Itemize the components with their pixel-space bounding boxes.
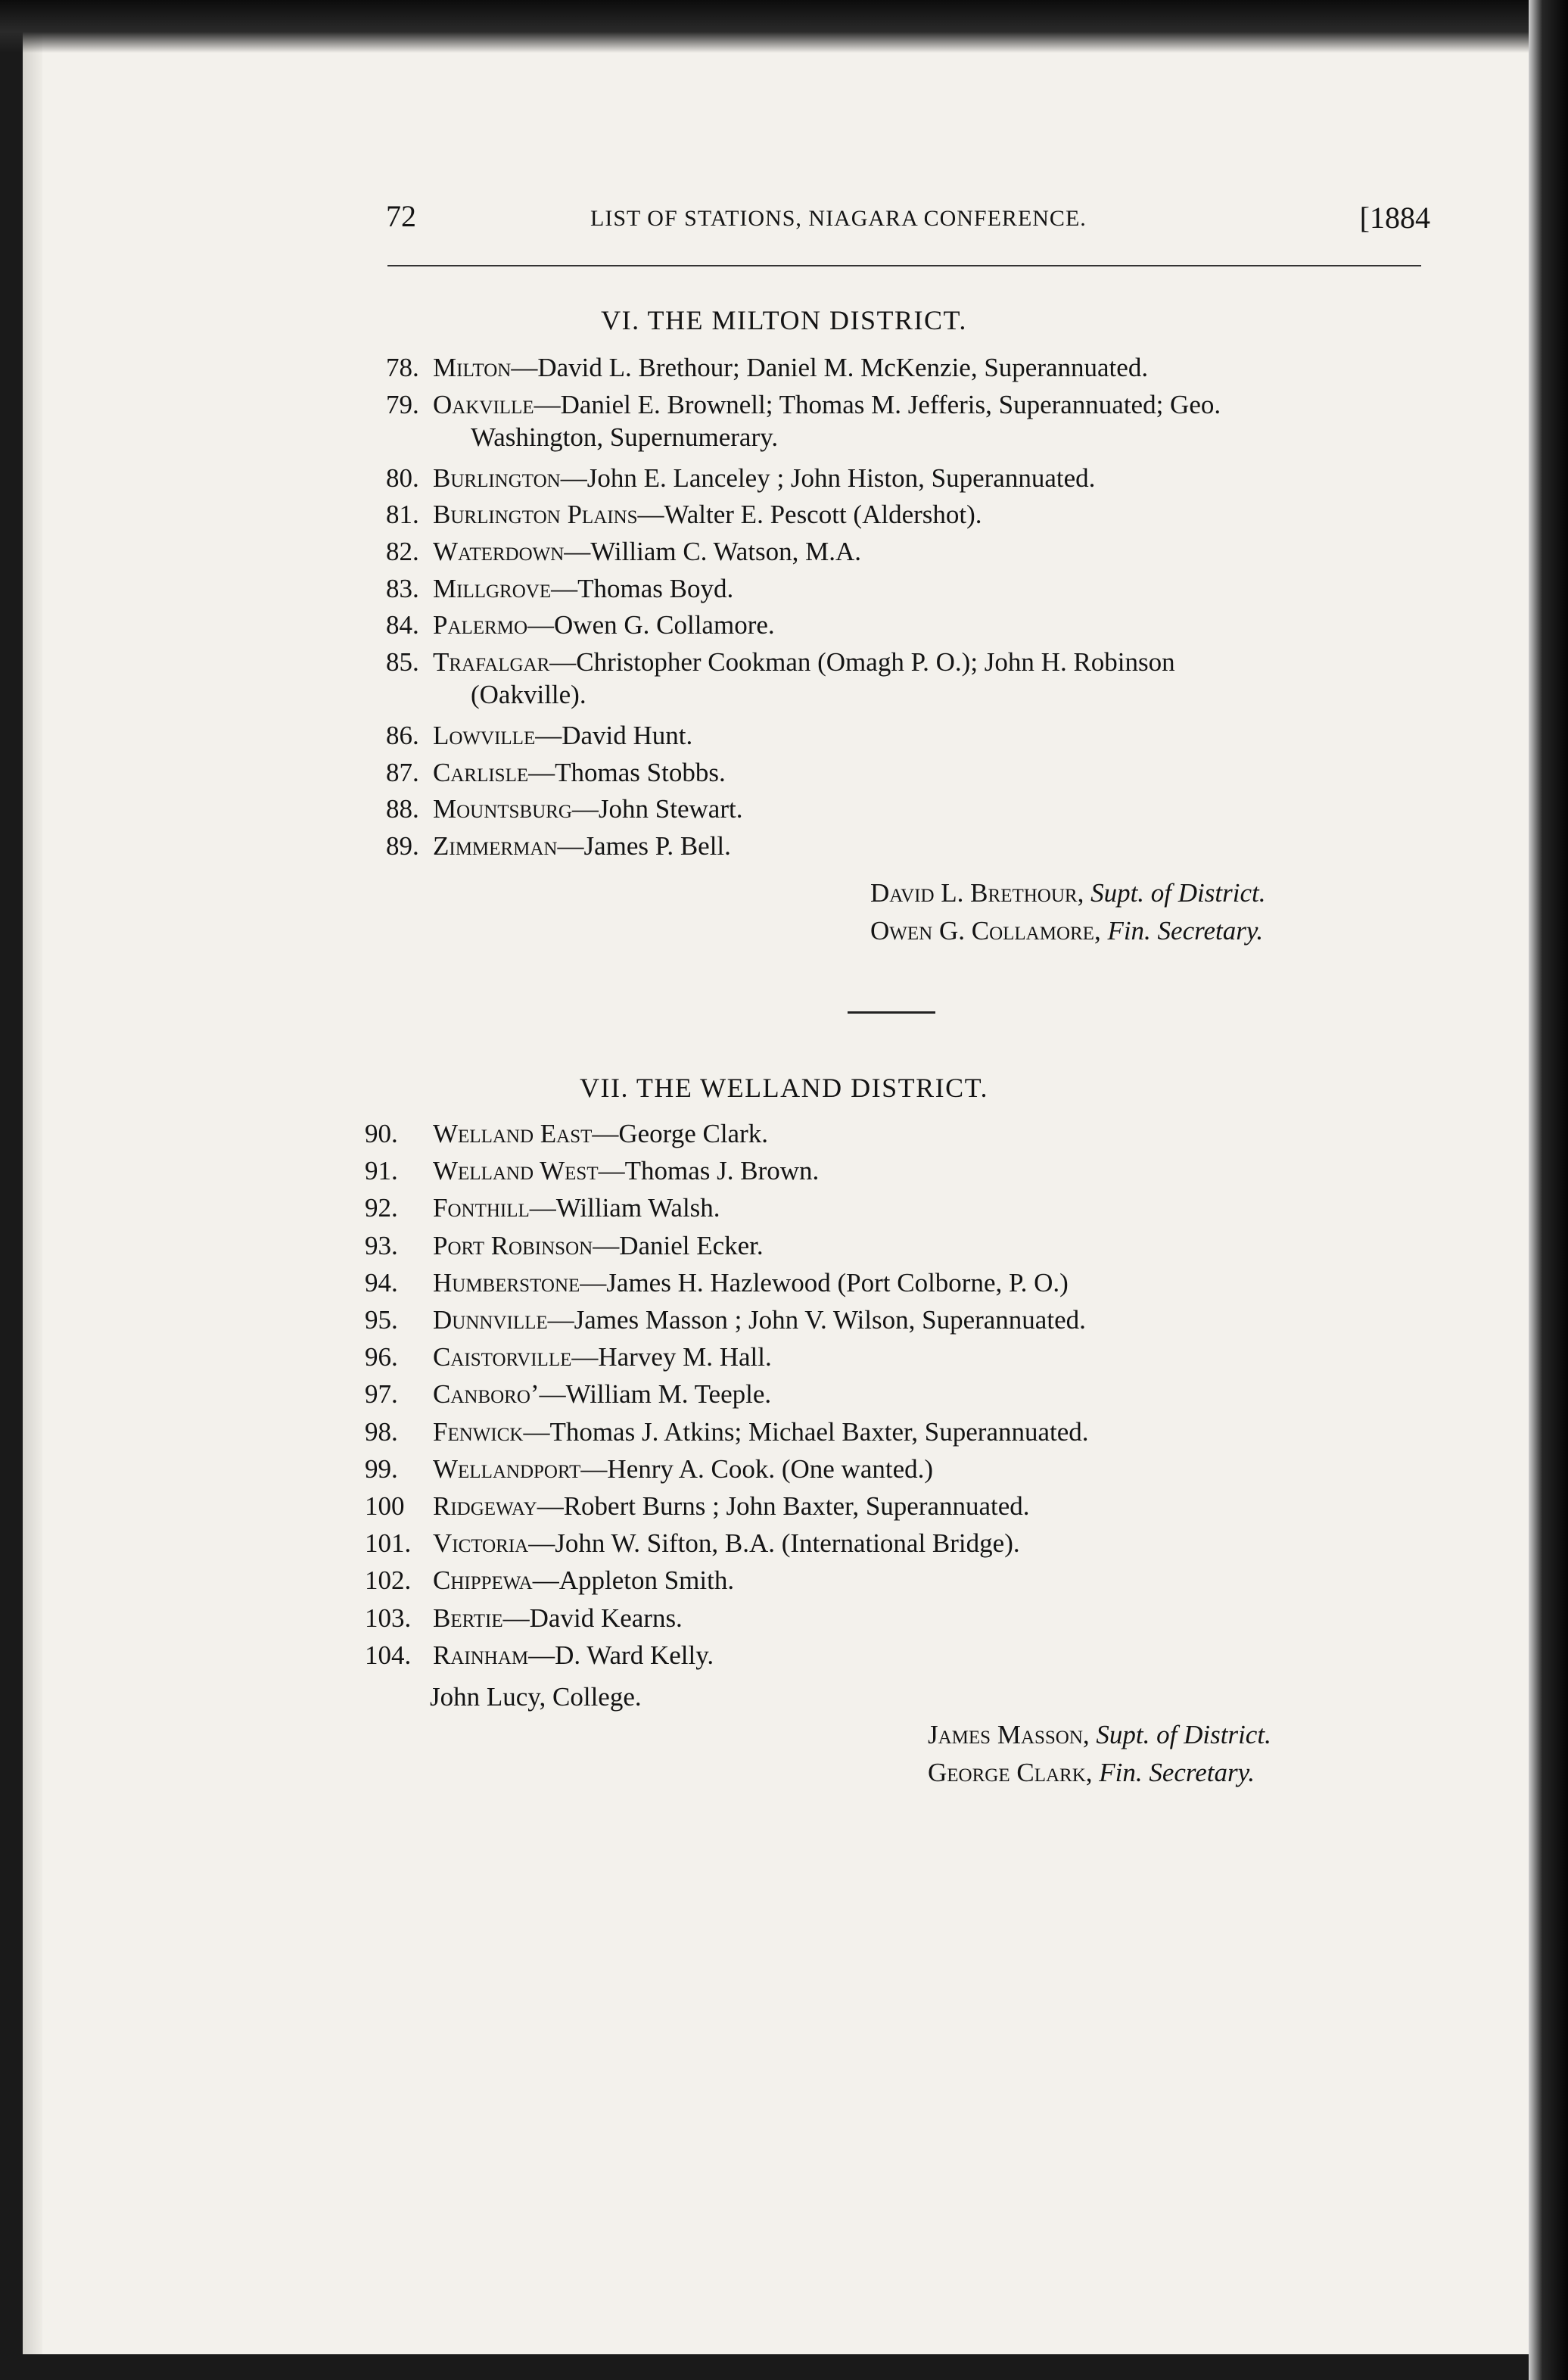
station-entry (386, 571, 733, 607)
station-entry (386, 828, 731, 864)
station-entry (365, 1339, 772, 1375)
station-number: 104. (365, 1640, 412, 1670)
station-ministers: —Daniel Ecker. (593, 1230, 764, 1260)
station-entry (365, 1376, 771, 1413)
station-entry (365, 1525, 1020, 1562)
section-separator (848, 1011, 935, 1014)
station-number: 85. (386, 646, 419, 677)
station-ministers: —Thomas Stobbs. (528, 757, 726, 787)
station-ministers: —Henry A. Cook. (One wanted.) (580, 1453, 934, 1484)
station-entry (365, 1488, 1030, 1525)
station-place: Burlington (433, 463, 561, 493)
page-left-edge (23, 30, 42, 2354)
station-number: 97. (365, 1379, 398, 1410)
station-number: 81. (386, 500, 419, 530)
signature-role: Supt. of District. (1096, 1720, 1271, 1749)
station-continuation: Washington, Supernumerary. (471, 422, 779, 453)
station-place: Carlisle (433, 757, 529, 787)
station-ministers: —Walter E. Pescott (Aldershot). (637, 500, 982, 530)
station-place: Palermo (433, 610, 528, 640)
station-number: 89. (386, 830, 419, 861)
station-entry (386, 387, 1221, 423)
station-place: Trafalgar (433, 646, 550, 677)
signature-name: James Masson, (928, 1720, 1090, 1749)
station-number: 83. (386, 573, 419, 603)
station-place: Waterdown (433, 537, 565, 566)
station-ministers: —John Stewart. (571, 794, 743, 824)
station-entry (365, 1190, 720, 1226)
station-ministers: —Thomas J. Brown. (598, 1156, 820, 1186)
station-place: Fenwick (433, 1416, 524, 1447)
station-entry (365, 1153, 819, 1189)
station-place: Port Robinson (433, 1230, 593, 1260)
header-year: [1884 (1359, 201, 1430, 235)
header-rule (387, 265, 1421, 266)
signature-role: Fin. Secretary. (1107, 916, 1264, 945)
station-place: Caistorville (433, 1342, 572, 1372)
station-ministers: —Thomas J. Atkins; Michael Baxter, Superannuated. (523, 1416, 1089, 1447)
station-place: Canboro’ (433, 1379, 540, 1410)
station-entry (365, 1637, 714, 1674)
station-number: 79. (386, 389, 419, 419)
station-ministers: —John W. Sifton, B.A. (International Bridge). (528, 1528, 1020, 1559)
welland-district-title: VII. THE WELLAND DISTRICT. (580, 1073, 988, 1103)
milton-district-title: VI. THE MILTON DISTRICT. (601, 305, 967, 335)
station-place: Mountsburg (433, 794, 572, 824)
station-ministers: —Owen G. Collamore. (527, 610, 775, 640)
station-ministers: —Appleton Smith. (532, 1565, 735, 1596)
station-ministers: —James P. Bell. (557, 830, 731, 861)
station-place: Victoria (433, 1528, 529, 1559)
station-number: 96. (365, 1342, 398, 1372)
station-entry (365, 1265, 1069, 1301)
station-place: Ridgeway (433, 1491, 537, 1521)
scan-top-shadow (0, 0, 1568, 53)
station-entry (386, 755, 726, 791)
station-ministers: —David L. Brethour; Daniel M. McKenzie, Superannuated. (511, 353, 1149, 382)
station-place: Millgrove (433, 573, 552, 603)
station-entry (386, 718, 692, 754)
station-entry (386, 791, 742, 827)
signature-name: Owen G. Collamore, (870, 916, 1101, 945)
station-place: Welland West (433, 1156, 599, 1186)
station-place: Burlington Plains (433, 500, 638, 530)
welland-signature-supt (928, 1720, 1271, 1750)
station-entry (365, 1451, 933, 1488)
station-number: 95. (365, 1305, 398, 1335)
book-spine-shadow (1529, 0, 1568, 2380)
station-place: Welland East (433, 1119, 593, 1148)
station-ministers: —John E. Lanceley ; John Histon, Superannuated. (560, 463, 1096, 493)
station-ministers: —Daniel E. Brownell; Thomas M. Jefferis, Superannuated; Geo. (534, 389, 1221, 419)
station-ministers: —David Hunt. (535, 721, 693, 750)
station-entry (386, 644, 1175, 681)
page-header (386, 198, 1430, 244)
station-place: Bertie (433, 1603, 503, 1633)
milton-signature-fin (870, 916, 1263, 946)
station-place: Lowville (433, 721, 536, 750)
station-entry (365, 1116, 768, 1152)
station-ministers: —D. Ward Kelly. (528, 1640, 714, 1670)
station-entry (365, 1228, 764, 1264)
station-place: Oakville (433, 389, 534, 419)
station-ministers: —Robert Burns ; John Baxter, Superannuated. (537, 1491, 1030, 1521)
station-entry (386, 350, 1148, 386)
station-number: 90. (365, 1119, 398, 1148)
station-place: Wellandport (433, 1453, 581, 1484)
station-ministers: —James Masson ; John V. Wilson, Superannuated. (547, 1305, 1086, 1335)
station-number: 100 (365, 1491, 405, 1521)
station-ministers: —George Clark. (592, 1119, 769, 1148)
station-ministers: —William Walsh. (529, 1193, 720, 1223)
station-entry (386, 534, 861, 570)
station-entry (365, 1562, 734, 1599)
station-number: 88. (386, 794, 419, 824)
station-ministers: —James H. Hazlewood (Port Colborne, P. O.) (580, 1267, 1069, 1297)
station-number: 102. (365, 1565, 412, 1596)
station-place: Chippewa (433, 1565, 533, 1596)
station-number: 101. (365, 1528, 412, 1559)
station-number: 93. (365, 1230, 398, 1260)
station-place: Fonthill (433, 1193, 530, 1223)
station-number: 87. (386, 757, 419, 787)
station-number: 103. (365, 1603, 412, 1633)
signature-role: Supt. of District. (1090, 878, 1266, 908)
station-number: 80. (386, 463, 419, 493)
station-ministers: —Harvey M. Hall. (571, 1342, 772, 1372)
station-entry (365, 1600, 683, 1637)
station-entry (386, 460, 1095, 497)
station-place: Milton (433, 353, 512, 382)
station-place: Zimmerman (433, 830, 558, 861)
station-ministers: —William M. Teeple. (539, 1379, 772, 1410)
station-number: 98. (365, 1416, 398, 1447)
station-entry (365, 1302, 1086, 1338)
station-continuation: (Oakville). (471, 680, 586, 710)
station-place: Dunnville (433, 1305, 548, 1335)
station-number: 84. (386, 610, 419, 640)
running-head: LIST OF STATIONS, NIAGARA CONFERENCE. (590, 206, 1087, 231)
signature-role: Fin. Secretary. (1099, 1758, 1255, 1787)
college-line: John Lucy, College. (430, 1682, 642, 1712)
station-number: 91. (365, 1156, 398, 1186)
station-ministers: —Christopher Cookman (Omagh P. O.); John H. Robinson (549, 646, 1175, 677)
station-ministers: —William C. Watson, M.A. (564, 537, 862, 566)
station-entry (365, 1414, 1089, 1450)
station-number: 99. (365, 1453, 398, 1484)
station-ministers: —Thomas Boyd. (551, 573, 734, 603)
milton-signature-supt (870, 878, 1265, 908)
station-number: 94. (365, 1267, 398, 1297)
station-place: Rainham (433, 1640, 529, 1670)
station-place: Humberstone (433, 1267, 580, 1297)
welland-signature-fin (928, 1758, 1255, 1788)
signature-name: George Clark, (928, 1758, 1093, 1787)
station-entry (386, 607, 775, 643)
station-ministers: —David Kearns. (502, 1603, 683, 1633)
station-number: 86. (386, 721, 419, 750)
station-number: 92. (365, 1193, 398, 1223)
station-number: 82. (386, 537, 419, 566)
station-entry (386, 497, 982, 533)
signature-name: David L. Brethour, (870, 878, 1084, 908)
station-number: 78. (386, 353, 419, 382)
page-number: 72 (386, 199, 416, 233)
